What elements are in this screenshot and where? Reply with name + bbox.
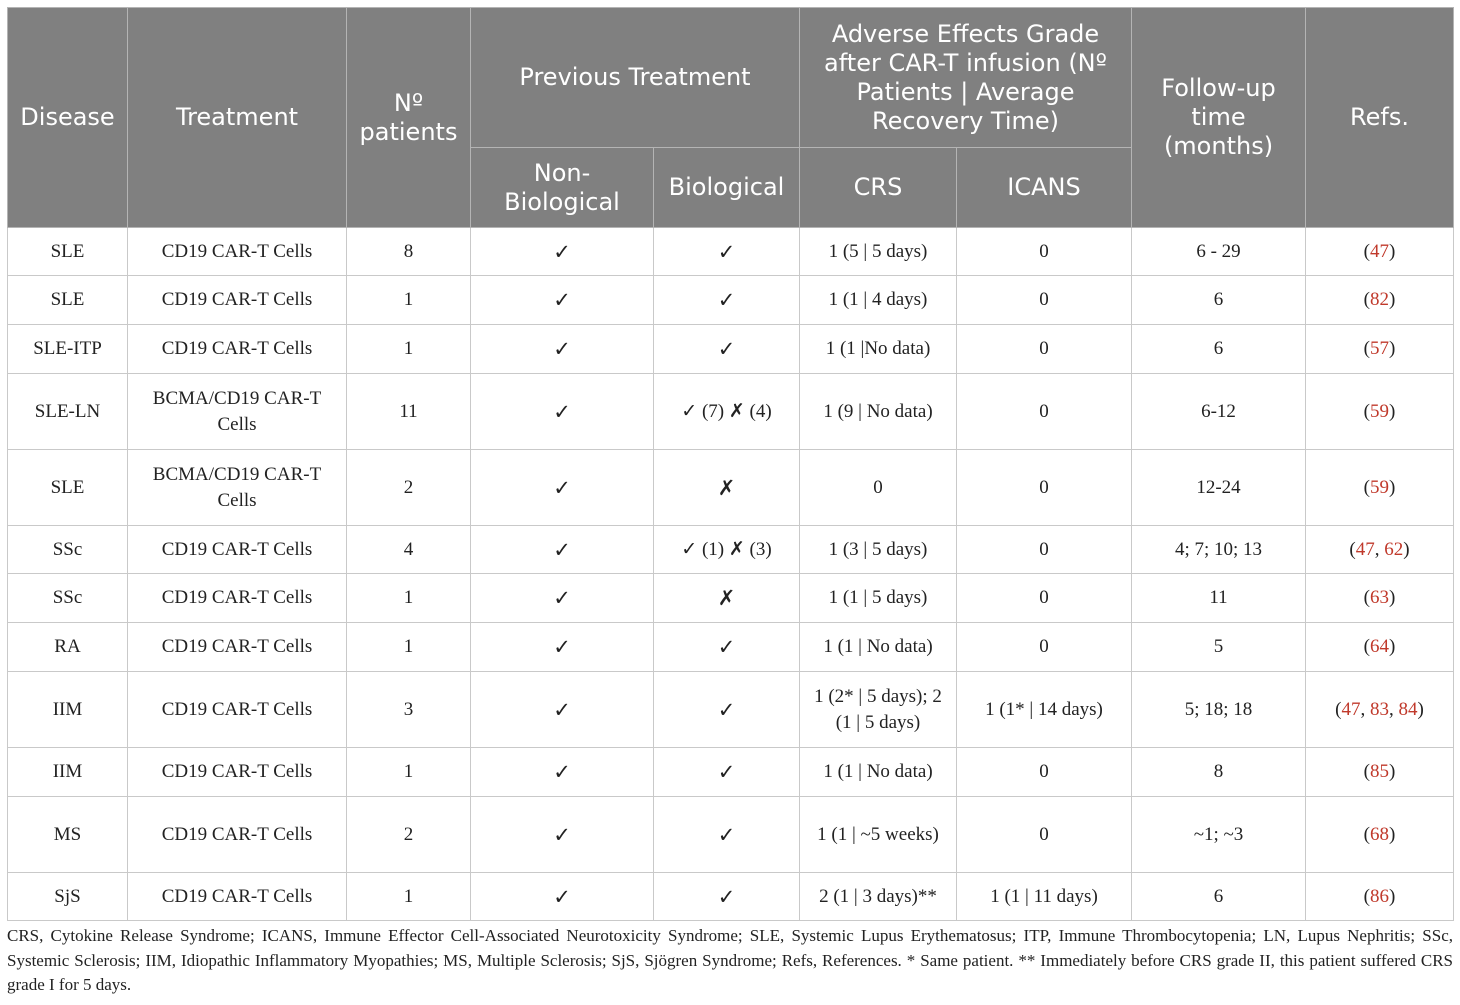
cell-icans: 1 (1 | 11 days) (957, 873, 1132, 921)
cell-treatment: CD19 CAR-T Cells (128, 623, 347, 672)
cell-biological: ✓ (654, 797, 800, 873)
table-row (8, 228, 1454, 276)
cell-biological: ✗ (654, 574, 800, 623)
ref-paren: ) (1389, 761, 1396, 782)
cell-crs: 1 (3 | 5 days) (800, 526, 957, 574)
table-row (8, 325, 1454, 374)
cell-refs (1306, 623, 1454, 672)
ref-paren: ) (1389, 823, 1396, 845)
cell-refs (1306, 450, 1454, 526)
header-previous-treatment: Previous Treatment (471, 8, 800, 148)
cell-crs: 1 (5 | 5 days) (800, 228, 957, 276)
cell-follow-up: 6 (1132, 873, 1306, 921)
header-non-biological: Non-Biological (471, 148, 654, 228)
cell-follow-up: 4; 7; 10; 13 (1132, 526, 1306, 574)
cell-icans: 0 (957, 526, 1132, 574)
reference-link[interactable]: 84 (1398, 698, 1418, 720)
header-adverse-effects: Adverse Effects Grade after CAR-T infusion (Nº Patients | Average Recovery Time) (800, 8, 1132, 148)
cell-refs (1306, 228, 1454, 276)
cell-icans: 0 (957, 276, 1132, 325)
ref-paren: ( (1363, 338, 1370, 359)
cell-crs: 0 (800, 450, 957, 526)
ref-paren: ) (1403, 538, 1410, 560)
cell-crs: 1 (1 |No data) (800, 325, 957, 374)
ref-paren: ( (1363, 289, 1370, 310)
ref-paren: ) (1417, 698, 1424, 720)
cell-treatment: CD19 CAR-T Cells (128, 325, 347, 374)
cell-follow-up: 11 (1132, 574, 1306, 623)
table-row (8, 450, 1454, 526)
cell-non-biological: ✓ (471, 873, 654, 921)
ref-paren: ) (1389, 636, 1396, 657)
ref-paren: ) (1389, 885, 1396, 907)
reference-link[interactable]: 57 (1370, 338, 1389, 359)
ref-paren: ( (1363, 476, 1370, 498)
header-follow-up: Follow-up time (months) (1132, 8, 1306, 228)
cell-biological: ✓ (654, 672, 800, 748)
cell-follow-up: 12-24 (1132, 450, 1306, 526)
cell-disease: SLE-ITP (8, 325, 128, 374)
cell-icans: 0 (957, 374, 1132, 450)
cell-refs (1306, 748, 1454, 797)
cell-treatment: CD19 CAR-T Cells (128, 276, 347, 325)
table-footnote: CRS, Cytokine Release Syndrome; ICANS, Immune Effector Cell-Associated Neurotoxicity Syndrome; SLE, Systemic Lupus Erythematosus; ITP, Immune Thrombocytopenia; LN, Lupus Nephritis; SSc, Systemic Sclerosis; IIM, Idiopathic Inflammatory Myopathies; MS, Multiple Sclerosis; SjS, Sjögren Syndrome; Refs, References. * Same patient. ** Immediately before CRS grade II, this patient suffered CRS grade I for 5 days. (7, 926, 1453, 994)
ref-paren: ( (1363, 636, 1370, 657)
ref-paren: ( (1363, 400, 1370, 422)
cell-non-biological: ✓ (471, 672, 654, 748)
table-body (8, 228, 1454, 921)
cell-non-biological: ✓ (471, 450, 654, 526)
cell-biological: ✗ (654, 450, 800, 526)
header-biological: Biological (654, 148, 800, 228)
cell-refs (1306, 873, 1454, 921)
cell-n-patients: 3 (347, 672, 471, 748)
reference-link[interactable]: 59 (1370, 400, 1389, 422)
cell-treatment: CD19 CAR-T Cells (128, 526, 347, 574)
header-refs: Refs. (1306, 8, 1454, 228)
cell-icans: 0 (957, 797, 1132, 873)
ref-paren: ( (1363, 823, 1370, 845)
cell-n-patients: 1 (347, 623, 471, 672)
cell-follow-up: 5; 18; 18 (1132, 672, 1306, 748)
header-treatment: Treatment (128, 8, 347, 228)
reference-link[interactable]: 64 (1370, 636, 1389, 657)
ref-paren: ) (1389, 289, 1396, 310)
ref-paren: ( (1363, 885, 1370, 907)
cell-refs (1306, 526, 1454, 574)
ref-separator: , (1360, 698, 1370, 720)
reference-link[interactable]: 85 (1370, 761, 1389, 782)
table-row (8, 526, 1454, 574)
cell-non-biological: ✓ (471, 228, 654, 276)
cell-disease: SLE (8, 450, 128, 526)
reference-link[interactable]: 47 (1355, 538, 1375, 560)
cell-non-biological: ✓ (471, 276, 654, 325)
cell-crs: 1 (1 | No data) (800, 623, 957, 672)
cell-disease: SLE (8, 228, 128, 276)
table-row (8, 574, 1454, 623)
cell-n-patients: 1 (347, 748, 471, 797)
cell-disease: SLE (8, 276, 128, 325)
cell-biological: ✓ (654, 228, 800, 276)
cell-treatment: CD19 CAR-T Cells (128, 748, 347, 797)
cell-n-patients: 4 (347, 526, 471, 574)
cell-crs: 1 (1 | 4 days) (800, 276, 957, 325)
ref-paren: ( (1349, 538, 1356, 560)
cell-non-biological: ✓ (471, 526, 654, 574)
cell-crs: 2 (1 | 3 days)** (800, 873, 957, 921)
ref-separator: , (1374, 538, 1385, 560)
cell-crs: 1 (9 | No data) (800, 374, 957, 450)
cell-icans: 0 (957, 325, 1132, 374)
cell-treatment: BCMA/CD19 CAR-T Cells (128, 374, 347, 450)
ref-paren: ( (1363, 587, 1370, 608)
cell-follow-up: 8 (1132, 748, 1306, 797)
cell-crs: 1 (1 | 5 days) (800, 574, 957, 623)
ref-separator: , (1389, 698, 1399, 720)
table-row (8, 797, 1454, 873)
ref-paren: ) (1389, 587, 1396, 608)
reference-link[interactable]: 63 (1370, 587, 1389, 608)
cell-disease: SLE-LN (8, 374, 128, 450)
cell-crs: 1 (1 | ~5 weeks) (800, 797, 957, 873)
cell-non-biological: ✓ (471, 325, 654, 374)
cell-n-patients: 11 (347, 374, 471, 450)
reference-link[interactable]: 62 (1384, 538, 1404, 560)
cell-follow-up: 5 (1132, 623, 1306, 672)
cell-biological: ✓ (654, 276, 800, 325)
header-icans: ICANS (957, 148, 1132, 228)
ref-paren: ) (1389, 338, 1396, 359)
cell-biological: ✓ (654, 623, 800, 672)
cell-refs (1306, 574, 1454, 623)
car-t-outcomes-table (7, 7, 1454, 921)
cell-treatment: CD19 CAR-T Cells (128, 873, 347, 921)
reference-link[interactable]: 59 (1370, 476, 1389, 498)
cell-disease: RA (8, 623, 128, 672)
cell-non-biological: ✓ (471, 374, 654, 450)
cell-biological: ✓ (654, 325, 800, 374)
cell-crs: 1 (1 | No data) (800, 748, 957, 797)
cell-n-patients: 2 (347, 797, 471, 873)
cell-disease: IIM (8, 748, 128, 797)
cell-treatment: CD19 CAR-T Cells (128, 797, 347, 873)
cell-icans: 0 (957, 623, 1132, 672)
cell-refs (1306, 276, 1454, 325)
reference-link[interactable]: 68 (1370, 823, 1389, 845)
cell-icans: 0 (957, 748, 1132, 797)
table-row (8, 748, 1454, 797)
reference-link[interactable]: 47 (1341, 698, 1361, 720)
reference-link[interactable]: 82 (1370, 289, 1389, 310)
cell-disease: IIM (8, 672, 128, 748)
cell-non-biological: ✓ (471, 797, 654, 873)
cell-treatment: CD19 CAR-T Cells (128, 228, 347, 276)
cell-n-patients: 1 (347, 574, 471, 623)
ref-paren: ) (1389, 476, 1396, 498)
table-row (8, 276, 1454, 325)
table-row (8, 672, 1454, 748)
ref-paren: ( (1363, 761, 1370, 782)
header-crs: CRS (800, 148, 957, 228)
cell-disease: SSc (8, 574, 128, 623)
cell-non-biological: ✓ (471, 748, 654, 797)
cell-follow-up: 6 - 29 (1132, 228, 1306, 276)
cell-follow-up: 6 (1132, 325, 1306, 374)
cell-refs (1306, 374, 1454, 450)
reference-link[interactable]: 83 (1370, 698, 1389, 720)
cell-non-biological: ✓ (471, 574, 654, 623)
table-row (8, 873, 1454, 921)
cell-non-biological: ✓ (471, 623, 654, 672)
cell-biological: ✓ (654, 873, 800, 921)
ref-paren: ( (1335, 698, 1342, 720)
cell-disease: MS (8, 797, 128, 873)
ref-paren: ) (1389, 240, 1396, 262)
cell-refs (1306, 672, 1454, 748)
table-row (8, 374, 1454, 450)
cell-icans: 0 (957, 574, 1132, 623)
cell-n-patients: 2 (347, 450, 471, 526)
cell-n-patients: 1 (347, 873, 471, 921)
cell-crs: 1 (2* | 5 days); 2 (1 | 5 days) (800, 672, 957, 748)
cell-n-patients: 1 (347, 325, 471, 374)
cell-icans: 0 (957, 228, 1132, 276)
table-row (8, 623, 1454, 672)
table-container (7, 7, 1453, 921)
cell-biological: ✓ (1) ✗ (3) (654, 526, 800, 574)
cell-icans: 1 (1* | 14 days) (957, 672, 1132, 748)
reference-link[interactable]: 86 (1370, 885, 1389, 907)
cell-treatment: BCMA/CD19 CAR-T Cells (128, 450, 347, 526)
cell-refs (1306, 797, 1454, 873)
header-n-patients: Nº patients (347, 8, 471, 228)
cell-follow-up: 6-12 (1132, 374, 1306, 450)
cell-treatment: CD19 CAR-T Cells (128, 574, 347, 623)
cell-icans: 0 (957, 450, 1132, 526)
cell-biological: ✓ (7) ✗ (4) (654, 374, 800, 450)
cell-refs (1306, 325, 1454, 374)
table-header (8, 8, 1454, 228)
cell-treatment: CD19 CAR-T Cells (128, 672, 347, 748)
header-disease: Disease (8, 8, 128, 228)
ref-paren: ( (1363, 240, 1370, 262)
cell-biological: ✓ (654, 748, 800, 797)
cell-disease: SjS (8, 873, 128, 921)
ref-paren: ) (1389, 400, 1396, 422)
cell-follow-up: 6 (1132, 276, 1306, 325)
cell-n-patients: 8 (347, 228, 471, 276)
cell-disease: SSc (8, 526, 128, 574)
cell-n-patients: 1 (347, 276, 471, 325)
reference-link[interactable]: 47 (1370, 240, 1389, 262)
cell-follow-up: ~1; ~3 (1132, 797, 1306, 873)
